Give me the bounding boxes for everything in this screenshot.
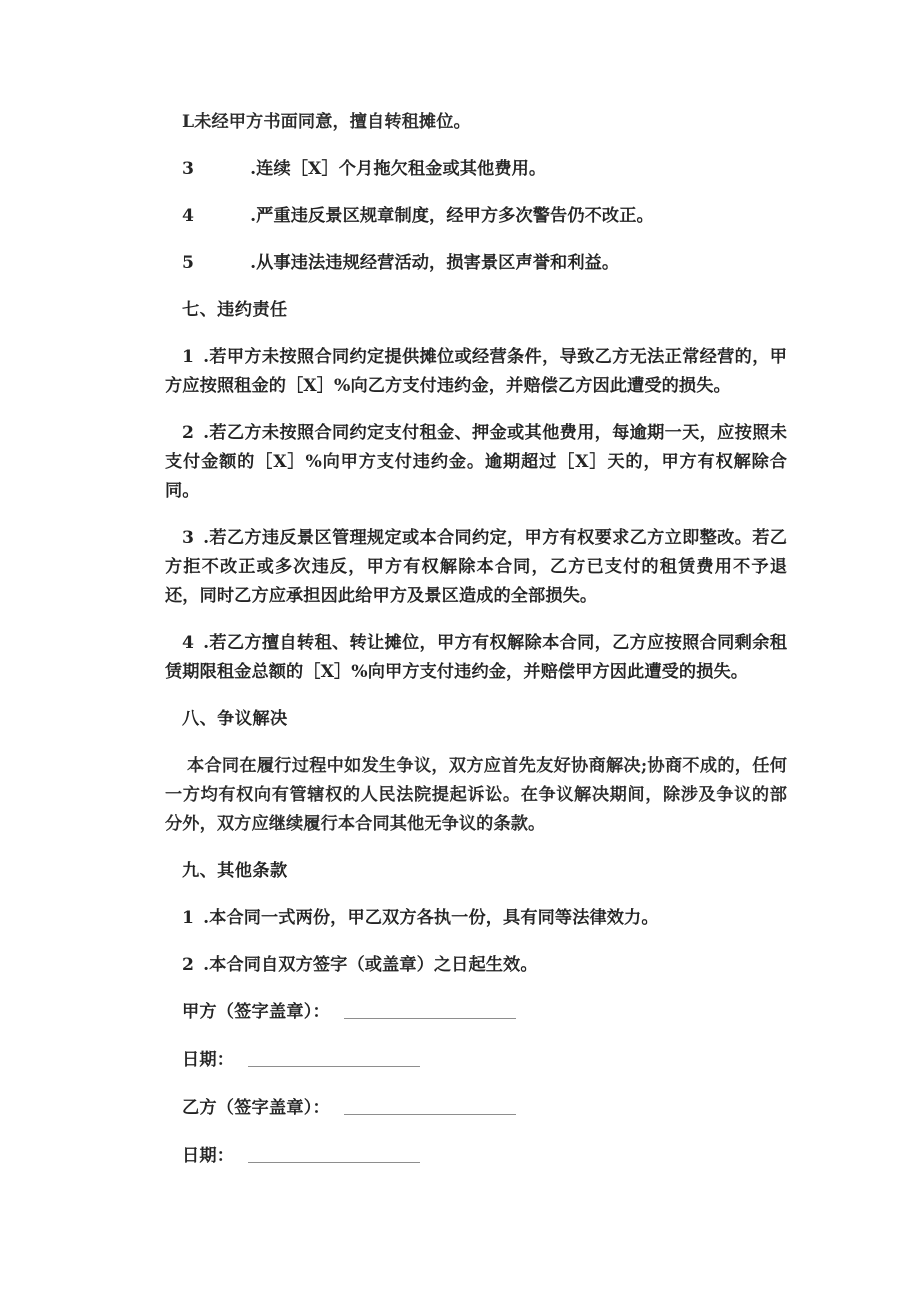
clause-text: 本合同自双方签字（或盖章）之日起生效。 — [209, 955, 538, 975]
party-b-label: 乙方（签字盖章）： — [182, 1098, 330, 1118]
clause-item-3 — [165, 155, 787, 184]
party-b-signature-field[interactable] — [344, 1097, 516, 1115]
clause-text: 若乙方违反景区管理规定或本合同约定，甲方有权要求乙方立即整改。若乙方拒不改正或多次违反，甲方有权解除本合同，乙方已支付的租赁费用不予退还，同时乙方应承担因此给甲方及景区造成的全部损失。 — [165, 528, 787, 606]
party-a-signature-field[interactable] — [344, 1001, 516, 1019]
signature-row-party-b-date — [165, 1142, 787, 1171]
signature-block — [165, 998, 787, 1171]
clause-text: 连续［X］个月拖欠租金或其他费用。 — [256, 159, 547, 179]
clause-number: 3 — [182, 528, 195, 548]
clause-separator: . — [203, 423, 210, 443]
breach-clause-2 — [165, 419, 787, 506]
clause-number: 4 — [182, 206, 195, 226]
signature-row-party-b — [165, 1094, 787, 1123]
party-b-date-field[interactable] — [248, 1145, 420, 1163]
clause-text: 从事违法违规经营活动，损害景区声誉和利益。 — [256, 253, 620, 273]
clause-item-4 — [165, 202, 787, 231]
party-a-date-field[interactable] — [248, 1049, 420, 1067]
clause-separator: . — [203, 908, 210, 928]
clause-number: 3 — [182, 159, 195, 179]
section-heading-other: 九、其他条款 — [182, 861, 288, 881]
clause-separator: . — [203, 347, 210, 367]
breach-clause-4 — [165, 629, 787, 687]
clause-separator: . — [250, 159, 257, 179]
clause-number: 2 — [182, 423, 195, 443]
clause-number: 1 — [182, 347, 195, 367]
clause-text: 若乙方未按照合同约定支付租金、押金或其他费用，每逾期一天，应按照未支付金额的［X］%向甲方支付违约金。逾期超过［X］天的，甲方有权解除合同。 — [165, 423, 787, 501]
clause-text: 严重违反景区规章制度，经甲方多次警告仍不改正。 — [256, 206, 654, 226]
clause-separator: . — [203, 955, 210, 975]
document-body — [165, 108, 787, 1190]
section-heading-dispute: 八、争议解决 — [182, 709, 288, 729]
other-clause-2 — [165, 951, 787, 980]
dispute-paragraph: 本合同在履行过程中如发生争议，双方应首先友好协商解决;协商不成的，任何一方均有权向有管辖权的人民法院提起诉讼。在争议解决期间，除涉及争议的部分外，双方应继续履行本合同其他无争议的条款。 — [165, 756, 787, 834]
clause-number: 4 — [182, 633, 195, 653]
breach-clause-1 — [165, 343, 787, 401]
signature-row-party-a — [165, 998, 787, 1027]
clause-text: 本合同一式两份，甲乙双方各执一份，具有同等法律效力。 — [209, 908, 659, 928]
clause-text: 若甲方未按照合同约定提供摊位或经营条件，导致乙方无法正常经营的，甲方应按照租金的［X］%向乙方支付违约金，并赔偿乙方因此遭受的损失。 — [165, 347, 787, 396]
party-a-label: 甲方（签字盖章）： — [182, 1002, 330, 1022]
clause-text: 若乙方擅自转租、转让摊位，甲方有权解除本合同，乙方应按照合同剩余租赁期限租金总额的［X］%向甲方支付违约金，并赔偿甲方因此遭受的损失。 — [165, 633, 787, 682]
clause-number: 2 — [182, 955, 195, 975]
clause-separator: . — [203, 528, 210, 548]
party-a-date-label: 日期： — [182, 1050, 235, 1070]
section-heading-breach: 七、违约责任 — [182, 300, 288, 320]
other-clause-1 — [165, 904, 787, 933]
clause-number: 1 — [182, 908, 195, 928]
breach-clause-3 — [165, 524, 787, 611]
clause-orphan-line: L未经甲方书面同意，擅自转租摊位。 — [182, 112, 471, 132]
party-b-date-label: 日期： — [182, 1146, 235, 1166]
clause-separator: . — [203, 633, 210, 653]
clause-item-5 — [165, 249, 787, 278]
clause-separator: . — [250, 206, 257, 226]
clause-separator: . — [250, 253, 257, 273]
signature-row-party-a-date — [165, 1046, 787, 1075]
clause-number: 5 — [182, 253, 195, 273]
